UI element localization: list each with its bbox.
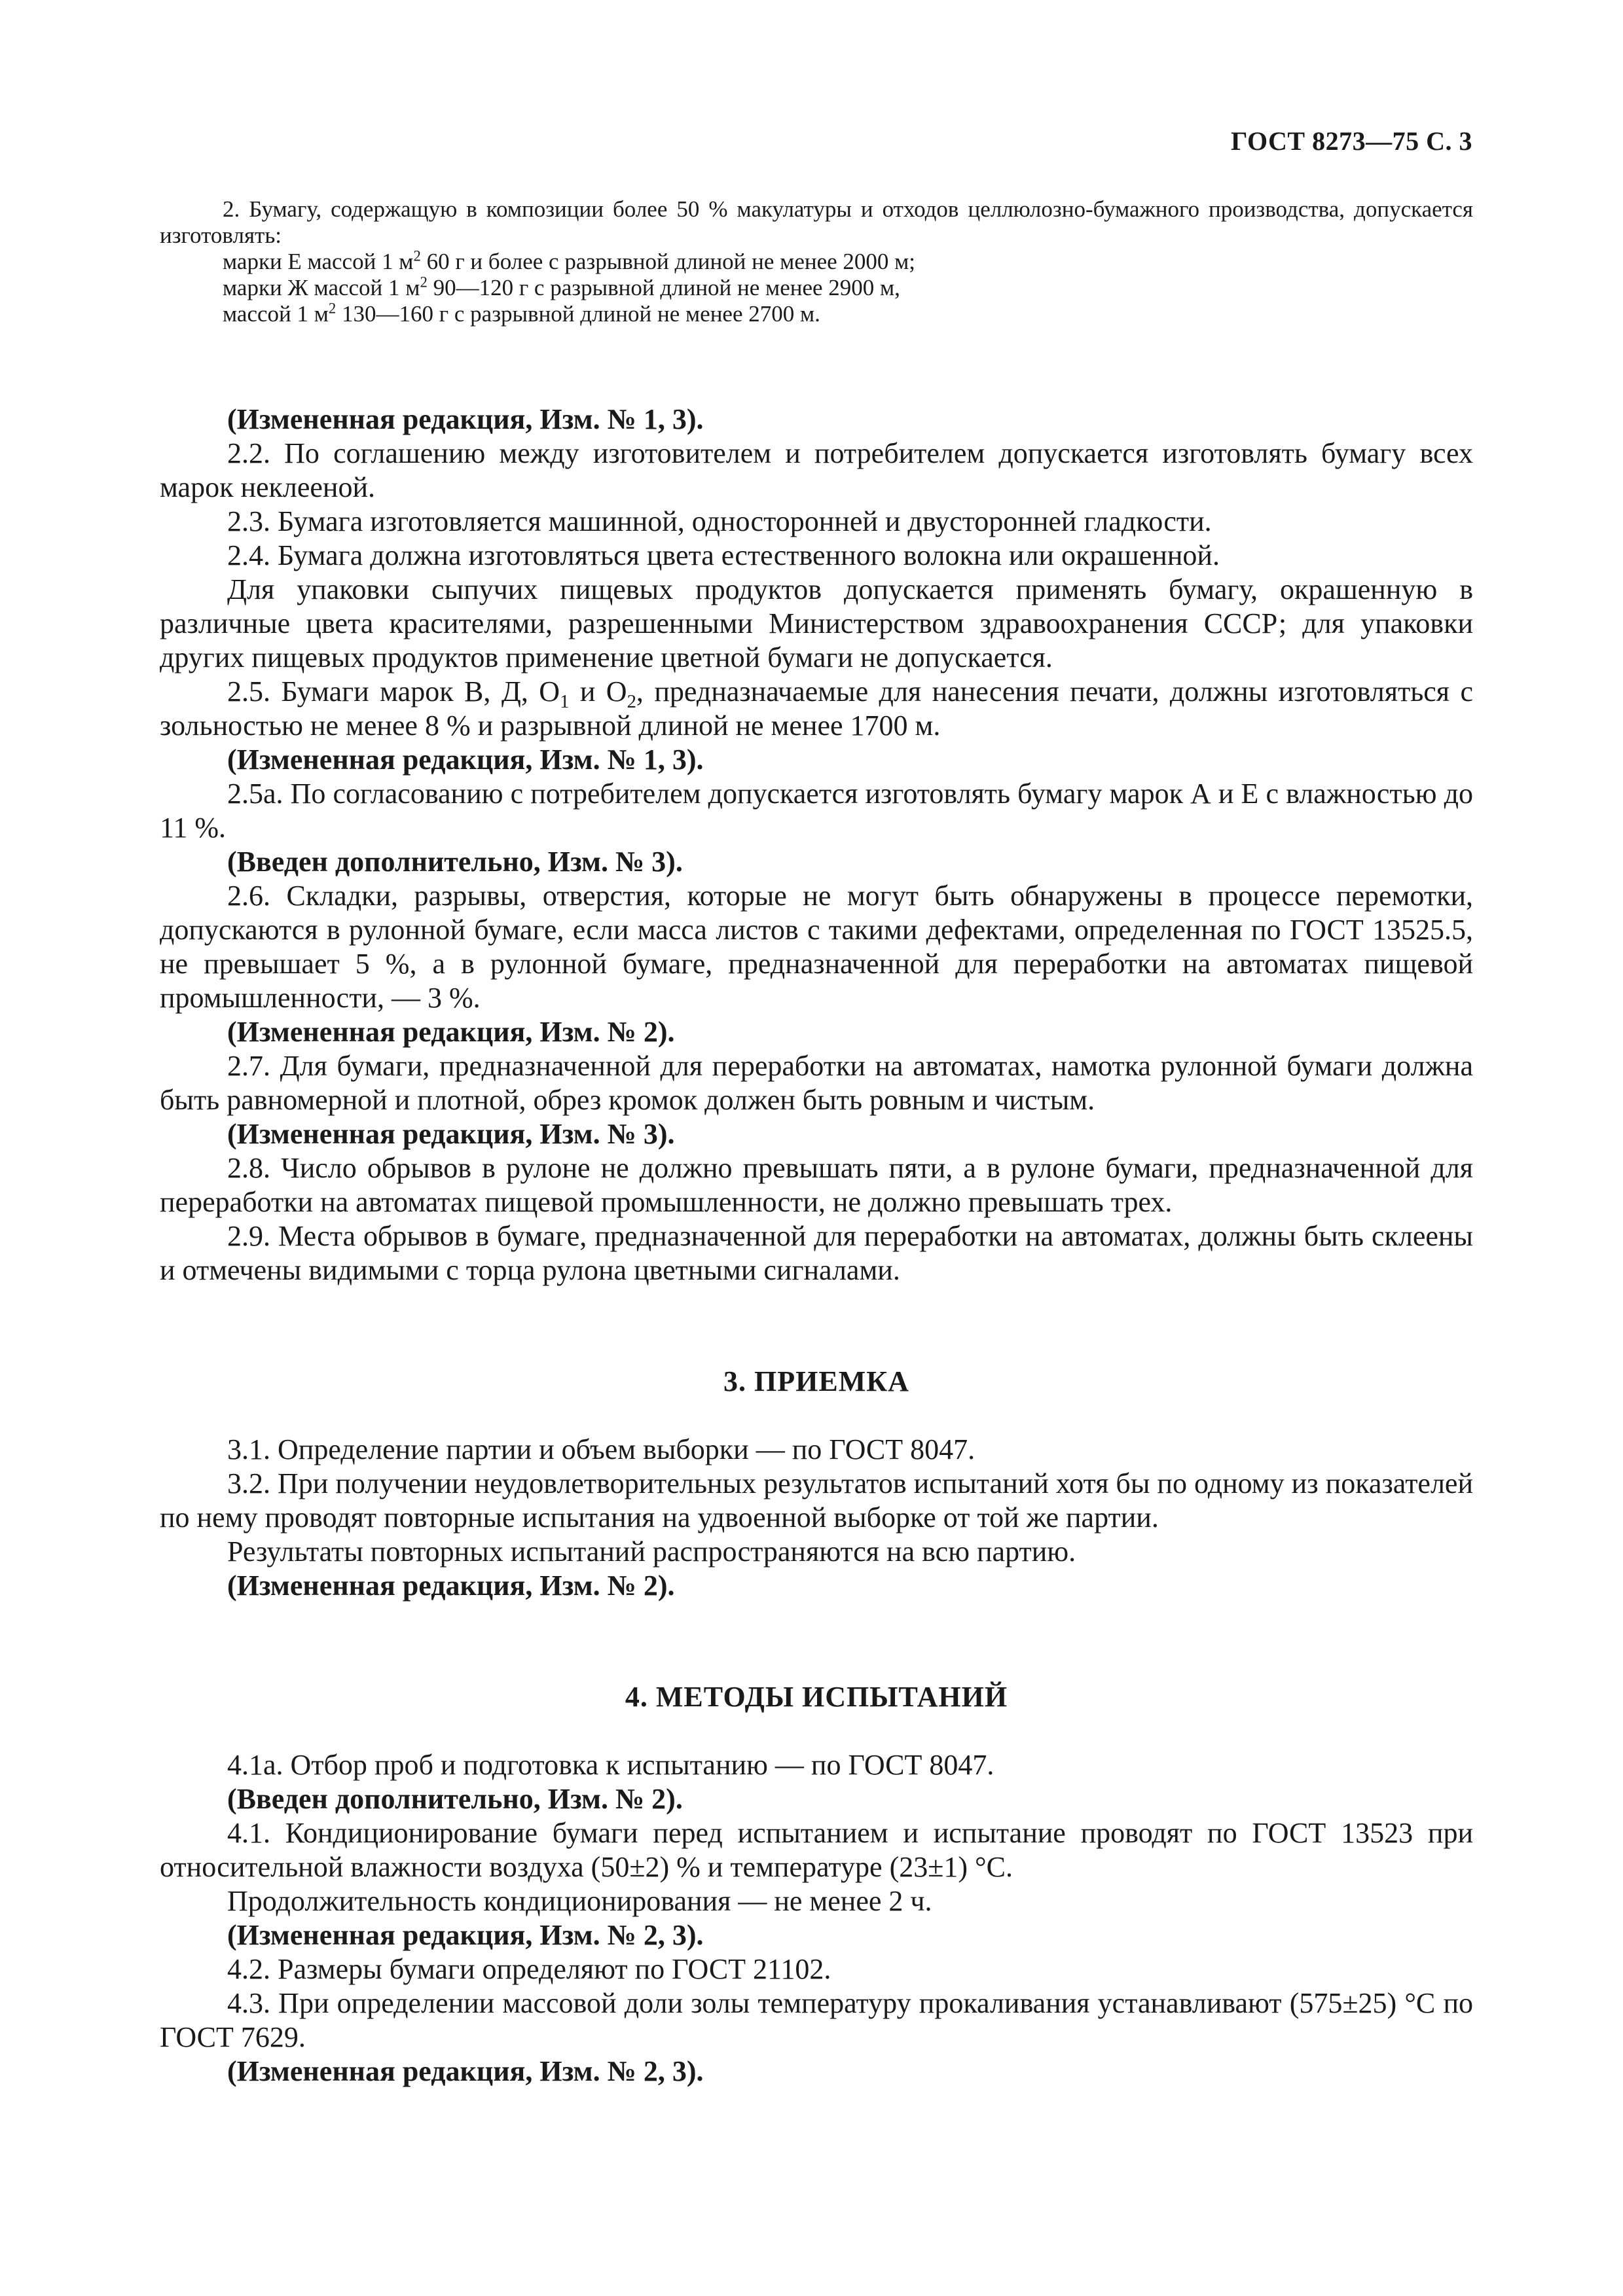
paragraph-4-2: 4.2. Размеры бумаги определяют по ГОСТ 21102. <box>227 1953 831 1985</box>
paragraph-2-2: 2.2. По соглашению между изготовителем и потребителем допускается изготовлять бумагу всех марок неклееной. <box>160 437 1473 503</box>
edition-note: (Измененная редакция, Изм. № 2, 3). <box>227 2055 704 2087</box>
note-block <box>160 196 1473 327</box>
edition-note: (Измененная редакция, Изм. № 1, 3). <box>227 744 704 776</box>
edition-note: (Введен дополнительно, Изм. № 3). <box>227 846 683 878</box>
page-header: ГОСТ 8273—75 С. 3 <box>1230 126 1472 156</box>
paragraph-2-7: 2.7. Для бумаги, предназначенной для переработки на автоматах, намотка рулонной бумаги должна быть равномерной и плотной, обрез кромок должен быть ровным и чистым. <box>160 1050 1473 1116</box>
edition-note: (Измененная редакция, Изм. № 1, 3). <box>227 403 704 435</box>
note-line-1: марки Е массой 1 $м^2$ 60 г и более с разрывной длиной не менее 2000 м; <box>223 247 916 274</box>
main-text <box>160 403 1473 2089</box>
edition-note: (Измененная редакция, Изм. № 2). <box>227 1016 675 1048</box>
note-line-3: массой 1 $м^2$ 130—160 г с разрывной длиной не менее 2700 м. <box>223 300 820 327</box>
paragraph-2-5a: 2.5а. По согласованию с потребителем допускается изготовлять бумагу марок А и Е с влажностью до 11 %. <box>160 778 1473 844</box>
note-intro: 2. Бумагу, содержащую в композиции более 50 % макулатуры и отходов целлюлозно-бумажного производства, допускается изготовлять: <box>160 196 1473 248</box>
paragraph-2-9: 2.9. Места обрывов в бумаге, предназначенной для переработки на автоматах, должны быть склеены и отмечены видимыми с торца рулона цветными сигналами. <box>160 1220 1473 1286</box>
edition-note: (Измененная редакция, Изм. № 2, 3). <box>227 1919 704 1951</box>
paragraph-2-3: 2.3. Бумага изготовляется машинной, односторонней и двусторонней гладкости. <box>227 505 1212 537</box>
edition-note: (Введен дополнительно, Изм. № 2). <box>227 1783 683 1815</box>
edition-note: (Измененная редакция, Изм. № 3). <box>227 1118 675 1150</box>
paragraph-3-2: 3.2. При получении неудовлетворительных результатов испытаний хотя бы по одному из показателей по нему проводят повторные испытания на удвоенной выборке от той же партии. <box>160 1467 1473 1534</box>
paragraph-4-1: 4.1. Кондиционирование бумаги перед испытанием и испытание проводят по ГОСТ 13523 при относительной влажности воздуха (50±2) % и температуре (23±1) °С. <box>160 1817 1473 1883</box>
section-4-title: 4. МЕТОДЫ ИСПЫТАНИЙ <box>625 1681 1008 1713</box>
paragraph-2-8: 2.8. Число обрывов в рулоне не должно превышать пяти, а в рулоне бумаги, предназначенной для переработки на автоматах пищевой промышленности, не должно превышать трех. <box>160 1152 1473 1218</box>
paragraph-4-1a: 4.1а. Отбор проб и подготовка к испытанию — по ГОСТ 8047. <box>227 1749 994 1781</box>
paragraph-4-3: 4.3. При определении массовой доли золы температуру прокаливания устанавливают (575±25) °С по ГОСТ 7629. <box>160 1987 1473 2053</box>
note-line-2: марки Ж массой 1 $м^2$ 90—120 г с разрывной длиной не менее 2900 м, <box>223 274 900 300</box>
paragraph-2-5: 2.5. Бумаги марок В, Д, $О_1$ и $О_2$, предназначаемые для нанесения печати, должны изготовляться с зольностью не менее 8 % и разрывной длиной не менее 1700 м. <box>160 675 1474 742</box>
paragraph-3-2-cont: Результаты повторных испытаний распространяются на всю партию. <box>227 1535 1076 1568</box>
paragraph-2-6: 2.6. Складки, разрывы, отверстия, которые не могут быть обнаружены в процессе перемотки, допускаются в рулонной бумаге, если масса листов с такими дефектами, определенная по ГОСТ 13525.5, не превышает 5 %, а в рулонной бумаге, предназначенной для переработки на автоматах пищевой промышленности, — 3 %. <box>160 880 1473 1014</box>
edition-note: (Измененная редакция, Изм. № 2). <box>227 1570 675 1602</box>
paragraph-2-4-cont: Для упаковки сыпучих пищевых продуктов допускается применять бумагу, окрашенную в различные цвета красителями, разрешенными Министерством здравоохранения СССР; для упаковки других пищевых продуктов применение цветной бумаги не допускается. <box>160 573 1473 673</box>
paragraph-3-1: 3.1. Определение партии и объем выборки — по ГОСТ 8047. <box>227 1433 976 1465</box>
paragraph-4-1-cont: Продолжительность кондиционирования — не менее 2 ч. <box>227 1885 932 1917</box>
paragraph-2-4: 2.4. Бумага должна изготовляться цвета естественного волокна или окрашенной. <box>227 539 1220 571</box>
section-3-title: 3. ПРИЕМКА <box>723 1365 909 1397</box>
